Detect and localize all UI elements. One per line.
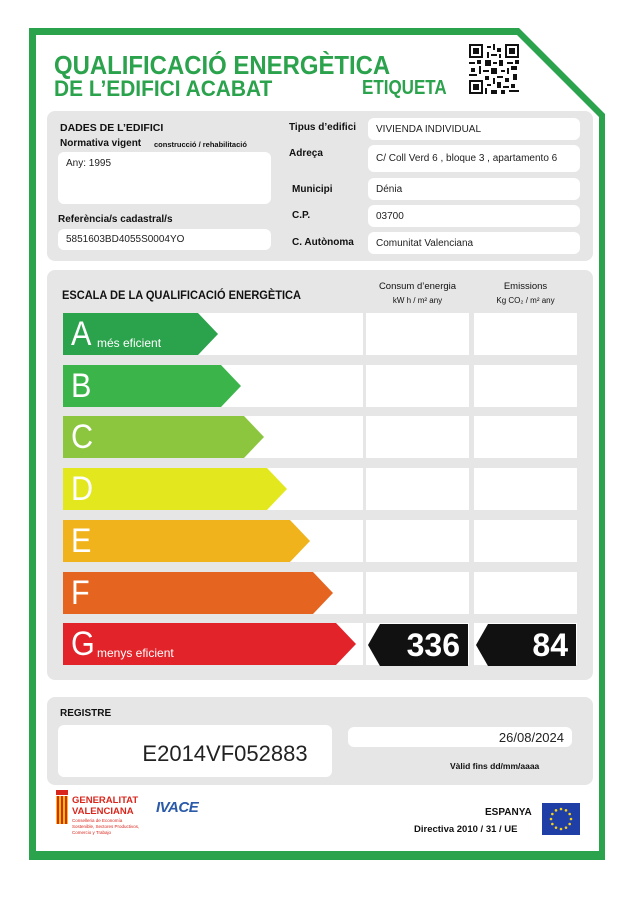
emissions-cell xyxy=(474,572,577,614)
band-letter: D xyxy=(71,470,94,508)
building-section-title: DADES DE L’EDIFICI xyxy=(60,122,164,134)
normativa-sublabel: construcció / rehabilitació xyxy=(154,140,247,149)
gv-sub3: Comercio y Trabajo xyxy=(72,830,112,835)
adreca-value: C/ Coll Verd 6 , bloque 3 , apartamento 6 xyxy=(376,153,558,164)
normativa-field xyxy=(58,152,271,204)
band-d xyxy=(63,468,287,510)
band-note: menys eficient xyxy=(97,646,174,660)
tipus-label: Tipus d’edifici xyxy=(289,122,357,133)
cp-value: 03700 xyxy=(376,210,404,222)
emissions-cell xyxy=(474,468,577,510)
band-arrow-shape xyxy=(63,520,310,562)
registre-number: E2014VF052883 xyxy=(142,741,308,766)
eu-star xyxy=(568,823,571,826)
ivace-logo: IVACE xyxy=(156,799,199,816)
band-letter: G xyxy=(71,625,95,663)
eu-star xyxy=(565,826,568,829)
band-arrow-shape xyxy=(63,468,287,510)
adreca-field xyxy=(368,145,580,172)
autonoma-label: C. Autònoma xyxy=(292,237,354,248)
emissions-value-marker xyxy=(476,624,576,666)
autonoma-field xyxy=(368,232,580,254)
registre-label: REGISTRE xyxy=(60,708,112,719)
eu-star xyxy=(560,828,563,831)
band-note: més eficient xyxy=(97,336,162,350)
title-line2: DE L’EDIFICI ACABAT xyxy=(54,76,273,101)
registre-valid: Vàlid fins dd/mm/aaaa xyxy=(450,761,540,771)
gv-line1: GENERALITAT xyxy=(72,795,139,806)
gv-sub1: Conselleria de Economía xyxy=(72,818,123,823)
cp-label: C.P. xyxy=(292,210,311,221)
ref-label: Referència/s cadastral/s xyxy=(58,214,173,225)
band-b xyxy=(63,365,241,407)
emissions-cell xyxy=(474,313,577,355)
ref-value: 5851603BD4055S0004YO xyxy=(66,234,185,245)
eu-star xyxy=(550,818,553,821)
consum-value-marker xyxy=(368,624,468,666)
eu-flag-icon xyxy=(542,803,580,835)
autonoma-value: Comunitat Valenciana xyxy=(376,237,474,249)
adreca-label: Adreça xyxy=(289,148,323,159)
registre-date: 26/08/2024 xyxy=(498,729,564,745)
band-letter: A xyxy=(71,315,92,353)
eu-star xyxy=(568,813,571,816)
band-f xyxy=(63,572,333,614)
consum-cell xyxy=(366,520,469,562)
tipus-field xyxy=(368,118,580,140)
consum-cell xyxy=(366,365,469,407)
municipi-label: Municipi xyxy=(292,184,333,195)
consum-cell xyxy=(366,416,469,458)
consum-header: Consum d’energia xyxy=(378,281,457,292)
generalitat-logo-icon xyxy=(55,790,69,824)
gv-line2: VALENCIANA xyxy=(72,806,134,817)
band-arrow-shape xyxy=(63,416,264,458)
band-letter: C xyxy=(71,418,94,456)
normativa-value: Any: 1995 xyxy=(66,158,112,169)
consum-cell xyxy=(366,468,469,510)
eu-star xyxy=(560,808,563,811)
registre-date-field xyxy=(348,727,572,747)
eu-star xyxy=(551,813,554,816)
band-letter: F xyxy=(71,574,90,612)
municipi-value: Dénia xyxy=(376,183,403,195)
band-g xyxy=(63,623,356,665)
emissions-cell xyxy=(474,520,577,562)
band-c xyxy=(63,416,264,458)
cp-field xyxy=(368,205,580,227)
normativa-label: Normativa vigent xyxy=(60,138,142,149)
qr-code-icon xyxy=(469,44,519,94)
municipi-field xyxy=(368,178,580,200)
consum-unit: kW h / m² any xyxy=(392,296,443,305)
band-arrow-shape xyxy=(63,572,333,614)
emissions-value: 84 xyxy=(532,627,568,663)
eu-star xyxy=(555,826,558,829)
emissions-cell xyxy=(474,416,577,458)
ref-field xyxy=(58,229,271,250)
band-a xyxy=(63,313,218,355)
tipus-value: VIVIENDA INDIVIDUAL xyxy=(376,123,482,135)
eu-star xyxy=(551,823,554,826)
scale-title: ESCALA DE LA QUALIFICACIÓ ENERGÈTICA xyxy=(62,288,301,302)
eu-star xyxy=(555,809,558,812)
label-type: ETIQUETA xyxy=(362,77,447,99)
consum-cell xyxy=(366,313,469,355)
consum-cell xyxy=(366,572,469,614)
title-line1: QUALIFICACIÓ ENERGÈTICA xyxy=(54,50,391,80)
band-e xyxy=(63,520,310,562)
emissions-unit: Kg CO₂ / m² any xyxy=(496,296,555,305)
eu-star xyxy=(570,818,573,821)
registre-number-field xyxy=(58,725,332,777)
band-letter: B xyxy=(71,367,92,405)
emissions-cell xyxy=(474,365,577,407)
emissions-header: Emissions xyxy=(503,281,548,292)
footer-directive: Directiva 2010 / 31 / UE xyxy=(414,824,518,835)
eu-star xyxy=(565,809,568,812)
footer-country: ESPANYA xyxy=(485,807,532,818)
consum-value: 336 xyxy=(406,627,460,663)
gv-sub2: Sostenible, Sectores Productivos, xyxy=(72,824,140,829)
band-letter: E xyxy=(71,522,92,560)
